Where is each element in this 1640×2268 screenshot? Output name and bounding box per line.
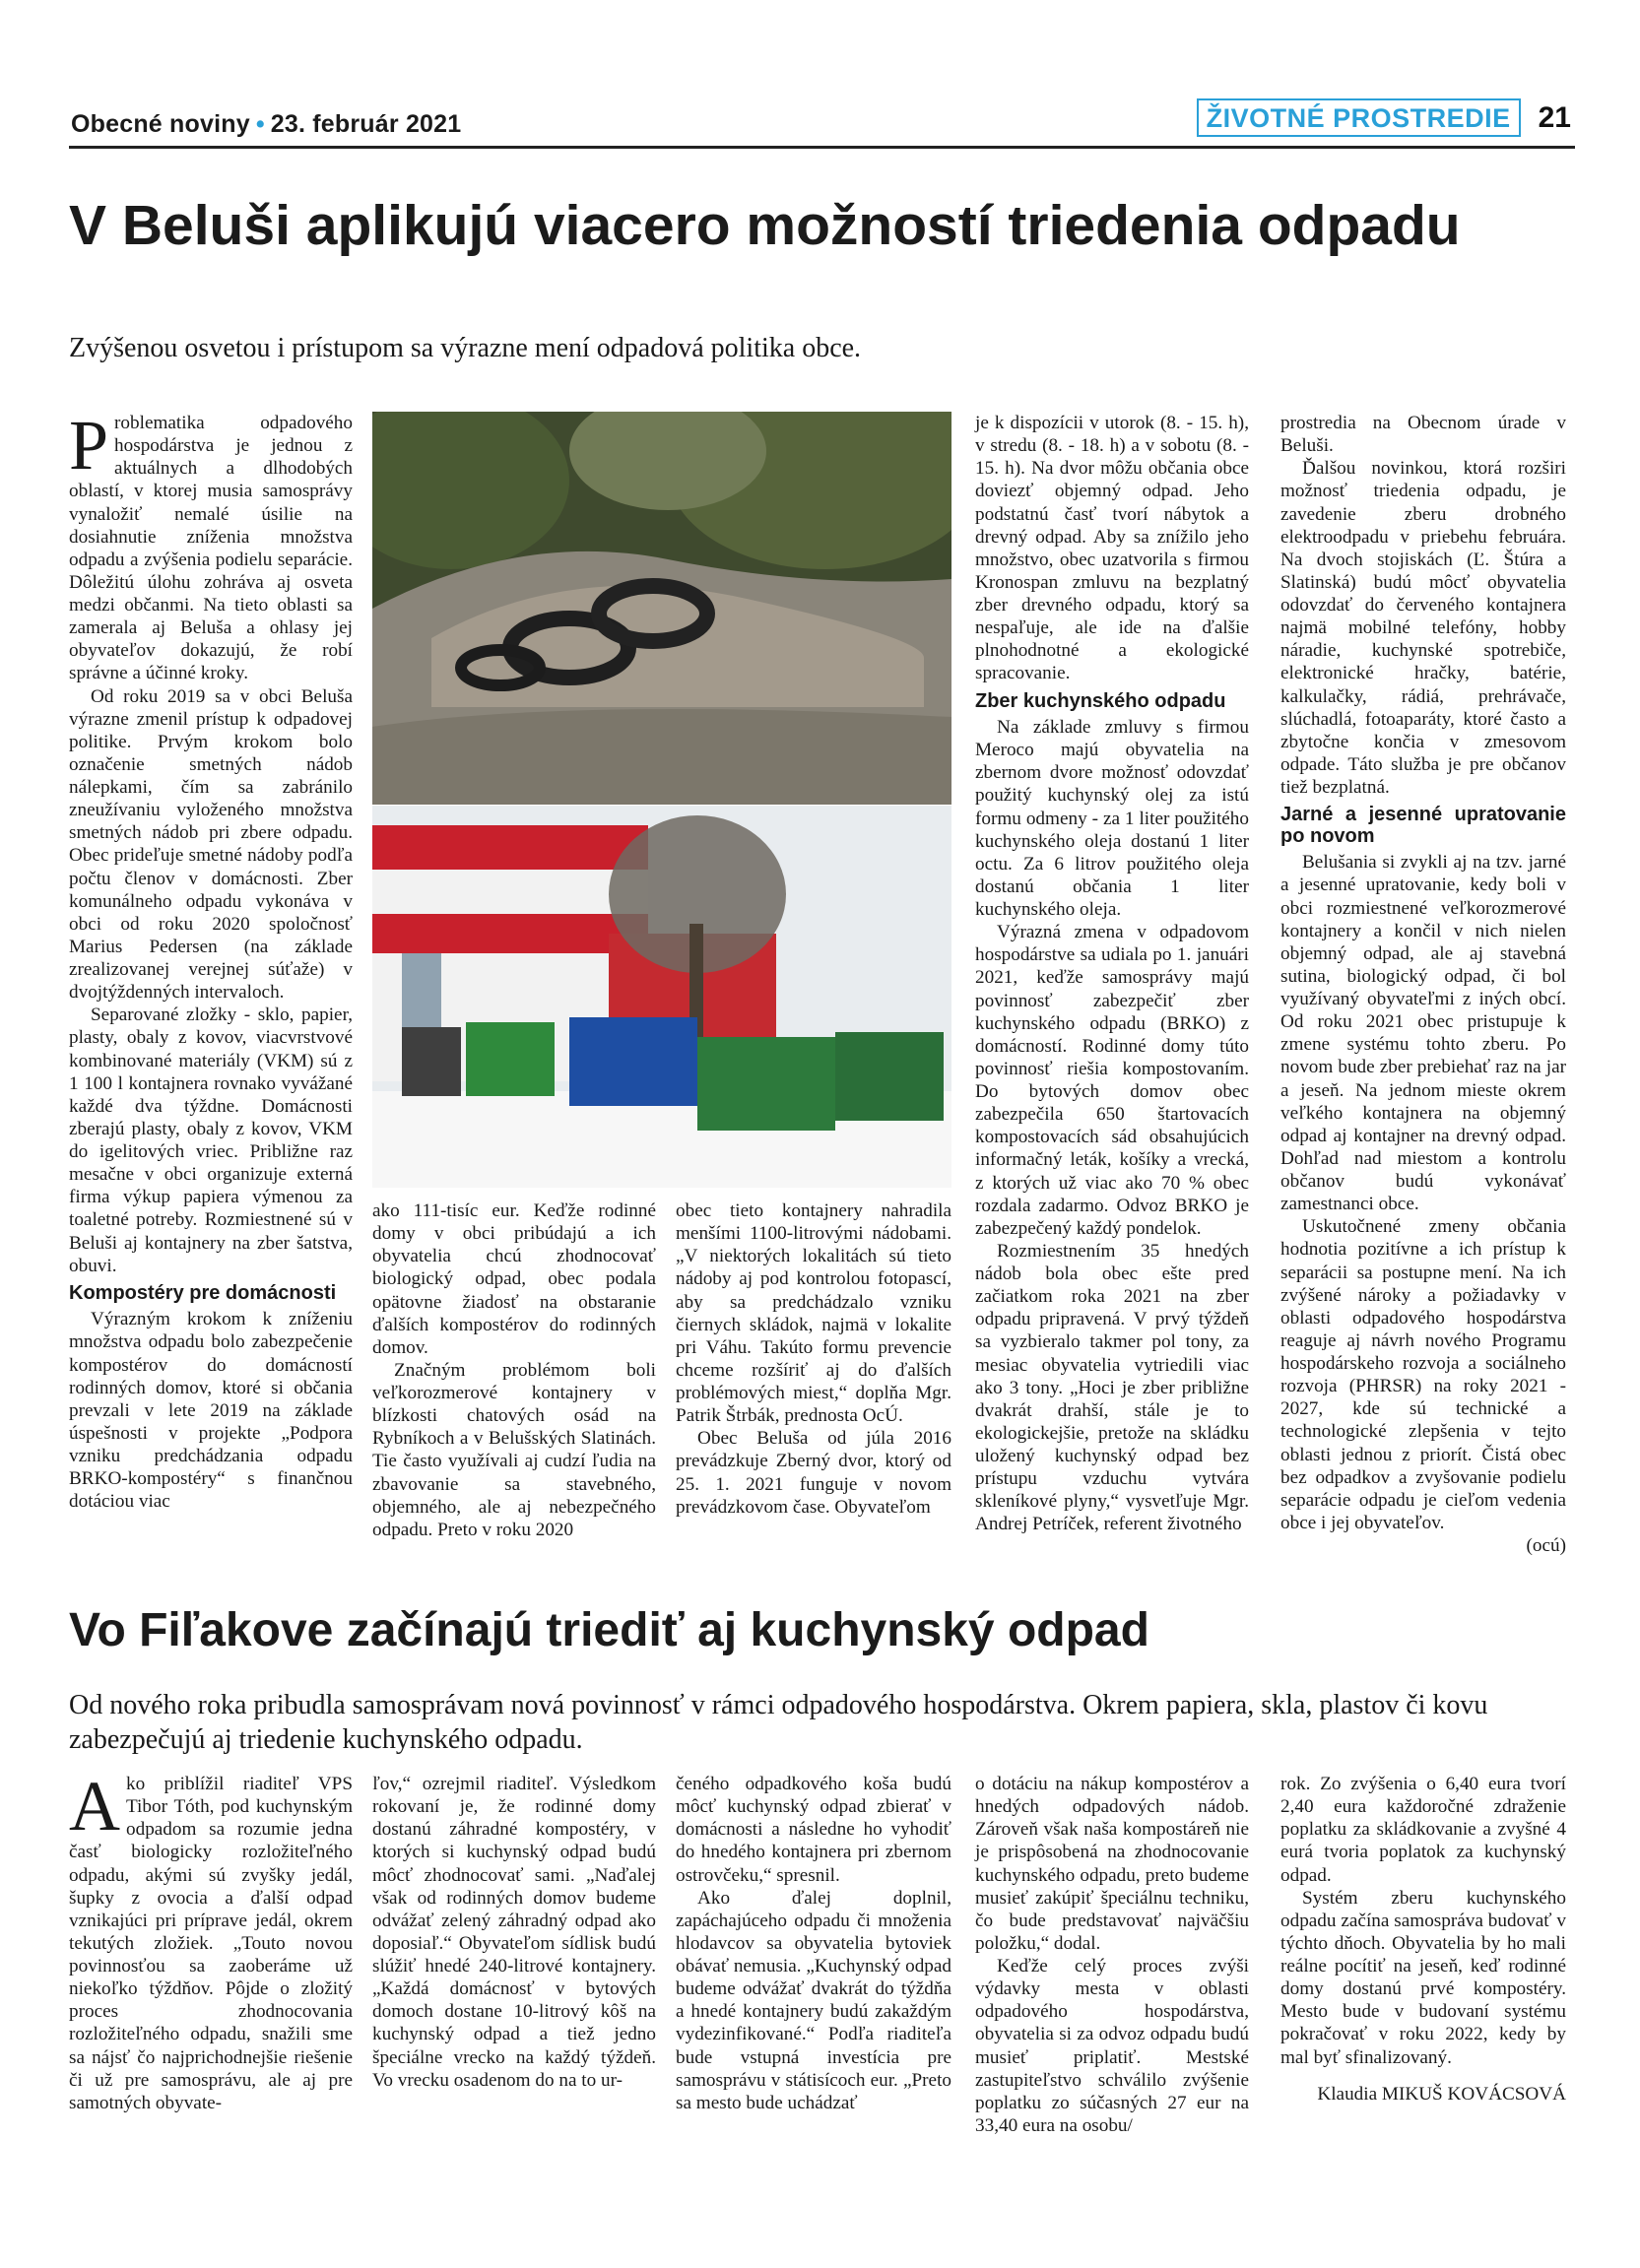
article1-column-1 <box>69 406 353 1513</box>
paragraph: Výrazným krokom k zníženiu množstva odpadu bolo zabezpečenie kompostérov do domácností rodinných domov, ktoré si občania prevzali v lete 2019 na základe úspešnosti v projekte „Podpora vzniku predchádzania odpadu BRKO-kompostéry“ s finančnou dotáciou viac <box>69 1309 353 1513</box>
paragraph: Od roku 2019 sa v obci Beluša výrazne zmenil prístup k odpadovej politike. Prvým krokom bolo označenie smetných nádob nálepkami, čím sa zabránilo zneužívaniu vyloženého množstva smetných nádob pri zbere odpadu. Obec prideľuje smetné nádoby podľa počtu členov v domácnosti. Zber komunálneho odpadu vykonáva v obci od roku 2020 spoločnosť Marius Pedersen (na základe zrealizovanej verejnej súťaže) v dvojtýždenných intervaloch. <box>69 685 353 1004</box>
paragraph: Výrazná zmena v odpadovom hospodárstve sa udiala po 1. januári 2021, keďže samosprávy majú povinnosť zabezpečiť zber kuchynského odpadu (BRKO) z domácností. Rodinné domy túto povinnosť riešia kompostovaním. Do bytových domov obec zabezpečila 650 štartovacích kompostovacích sád obsahujúcich informačný leták, košíky a vrecká, z ktorých už viac ako 70 % obec rozdala zadarmo. Odvoz BRKO je zabezpečený každý pondelok. <box>975 922 1249 1239</box>
article2-column-4 <box>975 1773 1249 2137</box>
article1-column-4 <box>975 412 1249 1536</box>
paragraph: Na základe zmluvy s firmou Meroco majú obyvatelia na zbernom dvore možnosť odovzdať použitý kuchynský olej za istú formu odmeny - za 1 liter použitého kuchynského oleja dostanú 1 liter octu. Za 6 litrov použitého oleja dostanú občania 1 liter kuchynského oleja. <box>975 717 1249 921</box>
article2-headline: Vo Fiľakove začínajú triediť aj kuchynský odpad <box>69 1604 1149 1656</box>
paragraph: prostredia na Obecnom úrade v Beluši. <box>1280 413 1566 457</box>
page-number: 21 <box>1538 100 1571 134</box>
header-rule <box>69 146 1575 149</box>
photo-illegal-dump <box>372 412 951 805</box>
paragraph: Značným problémom boli veľkorozmerové kontajnery v blízkosti chatových osád na Rybníkoch a v Belušských Slatinách. Tie často využívali aj cudzí ľudia na zbavovanie sa stavebného, objemného, ale aj nebezpečného odpadu. Preto v roku 2020 <box>372 1359 656 1540</box>
photo-school-containers <box>372 806 951 1188</box>
separator-dot: • <box>255 110 265 138</box>
drop-cap: P <box>69 406 109 485</box>
paragraph: ako 111-tisíc eur. Keďže rodinné domy v obci pribúdajú a ich obyvatelia chcú zhodnocovať biologický odpad, obec podala opätovne žiadosť na obstaranie ďalších kompostérov do rodinných domov. <box>372 1200 656 1358</box>
article1-lead: Zvýšenou osvetou i prístupom sa výrazne mení odpadová politika obce. <box>69 333 862 363</box>
article2-signature: Klaudia MIKUŠ KOVÁCSOVÁ <box>1317 2083 1566 2105</box>
article1-column-2 <box>372 1199 656 1541</box>
publication-name: Obecné noviny <box>71 110 250 138</box>
article1-signature: (ocú) <box>1526 1535 1566 1557</box>
paragraph: Separované zložky - sklo, papier, plasty, obaly z kovov, viacvrstvové kombinované materiály (VKM) sú z 1 100 l kontajnera rovnako vyvážané každé dva týždne. Domácnosti zberajú plasty, obaly z kovov, VKM do igelitových vriec. Približne raz mesačne v obci organizuje externá firma výkup papiera výmenou za toaletné potreby. Rozmiestnené sú v Beluši aj kontajnery na zber šatstva, obuvi. <box>69 1004 353 1276</box>
article1-column-3 <box>676 1199 951 1519</box>
paragraph: Uskutočnené zmeny občania hodnotia pozitívne a ich prístup k separácii sa postupne mení. Na ich zvýšené nároky a požiadavky v oblasti odpadového hospodárstva reaguje aj návrh nového Programu hospodárskeho rozvoja a sociálneho rozvoja (PHRSR) na roky 2021 - 2027, kde sú technické a technologické zlepšenia v tejto oblasti jednou z priorít. Čistá obec bez odpadkov a zvyšovanie podielu separácie odpadu je cieľom vedenia obce i jej obyvateľov. <box>1280 1216 1566 1533</box>
paragraph: rok. Zo zvýšenia o 6,40 eura tvorí 2,40 eura každoročné zdraženie poplatku za skládkovanie a zvyšné 4 eurá tvoria poplatok za kuchynský odpad. <box>1280 1774 1566 1886</box>
drop-cap: A <box>69 1767 120 1846</box>
section-label: ŽIVOTNÉ PROSTREDIE <box>1197 98 1521 137</box>
paragraph: Belušania si zvykli aj na tzv. jarné a jesenné upratovanie, kedy boli v obci rozmiestnené veľkorozmerové kontajnery a končil v nich nielen objemný odpad, ale aj stavebná sutina, biologický odpad, či bol využívaný obyvateľmi z iných obcí. Od roku 2021 obec pristupuje k zmene systému tohto zberu. Po novom bude zber prebiehať raz na jar a jeseň. Na jednom mieste okrem veľkého kontajnera na objemný odpad aj kontajner na drevný odpad. Dohľad nad miestom a kontrolu občanov budú vykonávať zamestnanci obce. <box>1280 852 1566 1215</box>
paragraph: Systém zberu kuchynského odpadu začína samospráva budovať v týchto dňoch. Obyvatelia by ho mali reálne pocítiť na jeseň, keď rodinné domy dostanú prvé kompostéry. Mesto bude v budovaní systému pokračovať v roku 2022, kedy by mal byť sfinalizovaný. <box>1280 1887 1566 2068</box>
article2-column-5 <box>1280 1773 1566 2106</box>
paragraph: ľov,“ ozrejmil riaditeľ. Výsledkom rokovaní je, že rodinné domy dostanú záhradné kompostéry, v ktorých si kuchynský odpad budú môcť zhodnocovať sami. „Naďalej však od rodinných domov budeme odvážať zelený záhradný odpad ako doposiaľ.“ Obyvateľom sídlisk budú slúžiť hnedé 240-litrové kontajnery. „Každá domácnosť v bytových domoch dostane 10-litrový kôš na kuchynský odpad a tiež jedno špeciálne vrecko na každý týždeň. Vo vrecku osadenom do na to ur- <box>372 1774 656 2091</box>
paragraph: Keďže celý proces zvýši výdavky mesta v oblasti odpadového hospodárstva, obyvatelia si za odvoz odpadu budú musieť priplatiť. Mestské zastupiteľstvo schválilo zvýšenie poplatku zo súčasných 27 eur na 33,40 eura na osobu/ <box>975 1956 1249 2136</box>
paragraph: o dotáciu na nákup kompostérov a hnedých odpadových nádob. Zároveň však naša kompostáreň nie je prispôsobená na zhodnocovanie kuchynského odpadu, preto budeme musieť zakúpiť špeciálnu techniku, čo bude predstavovať najväčšiu položku,“ dodal. <box>975 1774 1249 1954</box>
article2-lead: Od nového roka pribudla samosprávam nová povinnosť v rámci odpadového hospodárstva. Okrem papiera, skla, plastov či kovu zabezpečujú aj triedenie kuchynského odpadu. <box>69 1690 1488 1755</box>
article1-intro-paragraph: Problematika odpadového hospodárstva je jednou z aktuálnych a dlhodobých oblastí, v ktorej musia samosprávy vynaložiť nemalé úsilie na dosiahnutie zníženia množstva odpadu a zvýšenia podielu separácie. Dôležitú úlohu zohráva aj osveta medzi občanmi. Na tieto oblasti sa zamerala aj Beluša a ohlasy jej obyvateľov dokazujú, že robí správne a účinné kroky. <box>69 406 353 684</box>
article2-column-3 <box>676 1773 951 2114</box>
paragraph: Ďalšou novinkou, ktorá rozširi možnosť triedenia odpadu, je zavedenie zberu drobného elektroodpadu v priebehu februára. Na dvoch stojiskách (Ľ. Štúra a Slatinská) budú môcť obyvatelia odovzdať do červeného kontajnera najmä mobilné telefóny, hobby náradie, kuchynské spotrebiče, elektronické hračky, batérie, kalkulačky, rádiá, prehrávače, slúchadlá, fotoaparáty, ktoré často a zbytočne končia v zmesovom odpade. Táto služba je pre občanov tiež bezplatná. <box>1280 458 1566 798</box>
paragraph: Rozmiestnením 35 hnedých nádob bola obec ešte pred začiatkom roka 2021 na zber odpadu pripravená. V prvý týždeň sa vyzbieralo takmer pol tony, za mesiac obyvatelia vytriedili viac ako 3 tony. „Hoci je zber približne dvakrát drahší, stále je to ekologickejšie, pretože na skládku uložený kuchynský odpad bez prístupu vzduchu vytvára skleníkové plyny,“ vysvetľuje Mgr. Andrej Petríček, referent životného <box>975 1240 1249 1535</box>
article2-column-2 <box>372 1773 656 2092</box>
paragraph: je k dispozícii v utorok (8. - 15. h), v stredu (8. - 18. h) a v sobotu (8. - 15. h). Na dvor môžu občania obce doviezť objemný odpad. Jeho podstatnú časť tvorí nábytok a drevný odpad. Aby sa znížilo jeho množstvo, obec uzatvorila s firmou Kronospan zmluvu na bezplatný zber drevného odpadu, ktorý sa nespaľuje, ale ide na ďalšie plnohodnotné a ekologické spracovanie. <box>975 413 1249 684</box>
masthead <box>71 110 461 139</box>
issue-date: 23. február 2021 <box>270 110 462 138</box>
article2-column-1 <box>69 1767 353 2114</box>
subheading: Zber kuchynského odpadu <box>975 689 1226 712</box>
subheading: Jarné a jesenné upratovanie po novom <box>1280 804 1566 847</box>
section-header <box>1197 98 1571 137</box>
paragraph: Ako ďalej doplnil, zapáchajúceho odpadu či množenia hlodavcov sa obyvatelia bytoviek obávať nemusia. „Kuchynský odpad budeme odvážať dvakrát do týždňa a hnedé kontajnery budú zakaždým vydezinfikované.“ Podľa riaditeľa bude vstupná investícia pre samosprávu v státisícoch eur. „Preto sa mesto bude uchádzať <box>676 1887 951 2113</box>
paragraph: obec tieto kontajnery nahradila menšími 1100-litrovými nádobami. „V niektorých lokalitách sú tieto nádoby aj pod kontrolou fotopascí, aby sa predchádzalo vzniku čiernych skládok, najmä v lokalite pri Váhu. Takúto formu prevencie chceme rozšíriť aj do ďalších problémových miest,“ doplňa Mgr. Patrik Štrbák, prednosta OcÚ. <box>676 1200 951 1427</box>
paragraph: Obec Beluša od júla 2016 prevádzkuje Zberný dvor, ktorý od 25. 1. 2021 funguje v novom prevádzkovom čase. Obyvateľom <box>676 1428 951 1518</box>
subheading: Kompostéry pre domácnosti <box>69 1281 337 1304</box>
article1-column-5 <box>1280 412 1566 1557</box>
article1-headline: V Beluši aplikujú viacero možností triedenia odpadu <box>69 194 1461 257</box>
article2-intro-paragraph: Ako priblížil riaditeľ VPS Tibor Tóth, pod kuchynským odpadom sa rozumie jedna časť biologicky rozložiteľného odpadu, akými sú zvyšky jedál, šupky z ovocia a ďalší odpad vznikajúci pri príprave jedál, okrem tekutých zložiek. „Touto novou povinnosťou sa zaoberáme už niekoľko týždňov. Pôjde o zložitý proces zhodnocovania rozložiteľného odpadu, snažili sme sa nájsť čo najprichodnejšie riešenie či už pre samosprávu, ale aj pre samotných obyvate- <box>69 1767 353 2113</box>
paragraph: čeného odpadkového koša budú môcť kuchynský odpad zbierať v domácnosti a následne ho vyhodiť do hnedého kontajnera pri zbernom ostrovčeku,“ spresnil. <box>676 1774 951 1886</box>
